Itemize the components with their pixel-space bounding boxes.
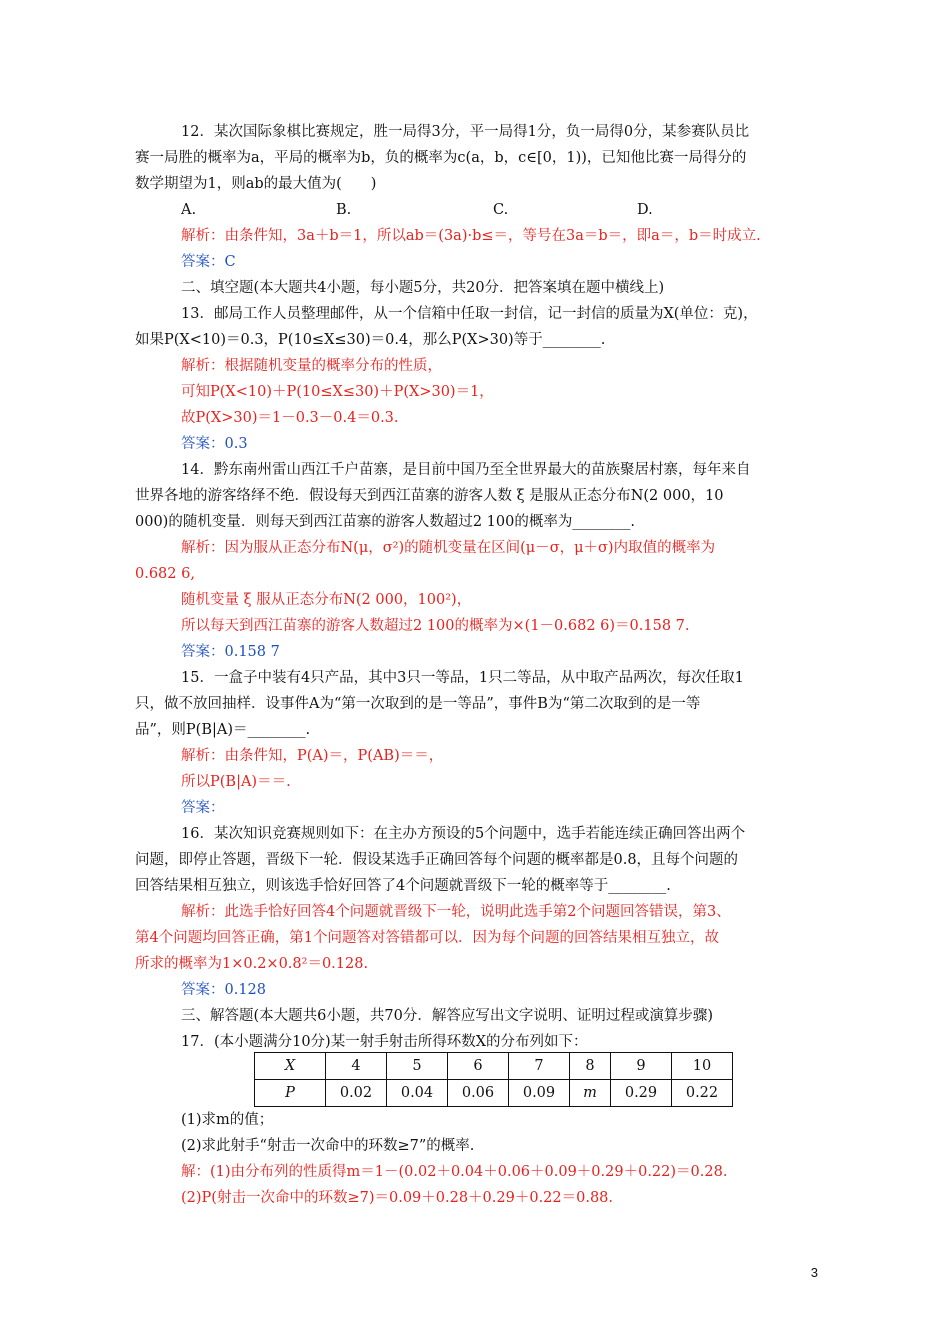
q16-answer: 答案：0.128 <box>181 982 267 998</box>
q14-answer: 答案：0.158 7 <box>181 644 280 660</box>
q15-analysis-2: 所以P(B|A)＝＝. <box>181 774 291 790</box>
option-d: D. <box>637 202 653 218</box>
section-3-heading: 三、解答题(本大题共6小题，共70分．解答应写出文字说明、证明过程或演算步骤) <box>181 1008 713 1024</box>
page-number: 3 <box>810 1265 818 1280</box>
q12-line2: 赛一局胜的概率为a，平局的概率为b，负的概率为c(a，b，c∈[0，1))，已知他比赛一局得分的 <box>135 150 747 166</box>
q15-line1: 15．一盒子中装有4只产品，其中3只一等品，1只二等品，从中取产品两次，每次任取1 <box>181 670 744 686</box>
table-cell: 4 <box>326 1053 387 1080</box>
table-cell: 0.04 <box>387 1080 448 1107</box>
table-cell: X <box>255 1053 326 1080</box>
q17-line1: 17．(本小题满分10分)某一射手射击所得环数X的分布列如下： <box>181 1034 588 1050</box>
q17-sub2: (2)求此射手“射击一次命中的环数≥7”的概率. <box>181 1138 475 1154</box>
table-cell: 5 <box>387 1053 448 1080</box>
q12-answer: 答案：C <box>181 254 236 270</box>
table-cell: 9 <box>611 1053 672 1080</box>
table-cell: P <box>255 1080 326 1107</box>
table-cell: 6 <box>448 1053 509 1080</box>
q14-line1: 14．黔东南州雷山西江千户苗寨，是目前中国乃至全世界最大的苗族聚居村寨，每年来自 <box>181 462 751 478</box>
q13-answer: 答案：0.3 <box>181 436 248 452</box>
table-cell: 0.02 <box>326 1080 387 1107</box>
table-cell: 0.06 <box>448 1080 509 1107</box>
q16-analysis-3: 所求的概率为1×0.2×0.8²＝0.128. <box>135 956 369 972</box>
q15-line3: 品”，则P(B|A)＝________. <box>135 722 311 738</box>
q14-analysis-1: 解析：因为服从正态分布N(μ，σ²)的随机变量在区间(μ－σ，μ＋σ)内取值的概率为 <box>181 540 716 556</box>
q14-analysis-2: 0.682 6, <box>135 566 195 582</box>
q14-analysis-3: 随机变量 ξ 服从正态分布N(2 000，100²)， <box>181 592 472 608</box>
q15-answer: 答案： <box>181 800 225 816</box>
table-cell: 10 <box>672 1053 733 1080</box>
table-cell: 7 <box>509 1053 570 1080</box>
table-cell: 8 <box>570 1053 611 1080</box>
q17-solution-1: 解：(1)由分布列的性质得m＝1－(0.02＋0.04＋0.06＋0.09＋0.29＋0.22)＝0.28. <box>181 1164 728 1180</box>
q13-analysis-2: 可知P(X<10)＋P(10≤X≤30)＋P(X>30)＝1， <box>181 384 494 400</box>
q16-line3: 回答结果相互独立，则该选手恰好回答了4个问题就晋级下一轮的概率等于________. <box>135 878 671 894</box>
table-cell: 0.22 <box>672 1080 733 1107</box>
option-b: B. <box>336 202 352 218</box>
q13-line1: 13．邮局工作人员整理邮件，从一个信箱中任取一封信，记一封信的质量为X(单位：克)， <box>181 306 758 322</box>
q15-analysis-1: 解析：由条件知，P(A)＝，P(AB)＝＝， <box>181 748 444 764</box>
table-cell: 0.29 <box>611 1080 672 1107</box>
q16-line1: 16．某次知识竞赛规则如下：在主办方预设的5个问题中，选手若能连续正确回答出两个 <box>181 826 746 842</box>
q14-line3: 000)的随机变量．则每天到西江苗寨的游客人数超过2 100的概率为________. <box>135 514 635 530</box>
q16-analysis-1: 解析：此选手恰好回答4个问题就晋级下一轮，说明此选手第2个问题回答错误，第3、 <box>181 904 731 920</box>
option-c: C. <box>493 202 509 218</box>
q12-line3: 数学期望为1，则ab的最大值为( ) <box>135 176 377 192</box>
table-cell: m <box>570 1080 611 1107</box>
option-a: A. <box>181 202 197 218</box>
q16-line2: 问题，即停止答题，晋级下一轮．假设某选手正确回答每个问题的概率都是0.8，且每个问题的 <box>135 852 739 868</box>
table-row <box>255 1080 733 1107</box>
q13-line2: 如果P(X<10)＝0.3，P(10≤X≤30)＝0.4，那么P(X>30)等于________. <box>135 332 606 348</box>
q16-analysis-2: 第4个问题均回答正确，第1个问题答对答错都可以．因为每个问题的回答结果相互独立，故 <box>135 930 719 946</box>
q13-analysis-1: 解析：根据随机变量的概率分布的性质， <box>181 358 442 374</box>
section-2-heading: 二、填空题(本大题共4小题，每小题5分，共20分．把答案填在题中横线上) <box>181 280 665 296</box>
q17-solution-2: (2)P(射击一次命中的环数≥7)＝0.09＋0.28＋0.29＋0.22＝0.88. <box>181 1190 614 1206</box>
table-row <box>255 1053 733 1080</box>
q14-analysis-4: 所以每天到西江苗寨的游客人数超过2 100的概率为×(1－0.682 6)＝0.158 7. <box>181 618 690 634</box>
q14-line2: 世界各地的游客络绎不绝．假设每天到西江苗寨的游客人数 ξ 是服从正态分布N(2 000，10 <box>135 488 724 504</box>
q13-analysis-3: 故P(X>30)＝1－0.3－0.4＝0.3. <box>181 410 399 426</box>
q12-line1: 12．某次国际象棋比赛规定，胜一局得3分，平一局得1分，负一局得0分，某参赛队员比 <box>181 124 750 140</box>
distribution-table <box>254 1052 733 1107</box>
q12-analysis: 解析：由条件知，3a＋b＝1，所以ab＝(3a)·b≤＝，等号在3a＝b＝，即a＝，b＝时成立. <box>181 228 761 244</box>
q15-line2: 只，做不放回抽样．设事件A为“第一次取到的是一等品”，事件B为“第二次取到的是一等 <box>135 696 701 712</box>
table-cell: 0.09 <box>509 1080 570 1107</box>
q17-sub1: (1)求m的值； <box>181 1112 274 1128</box>
